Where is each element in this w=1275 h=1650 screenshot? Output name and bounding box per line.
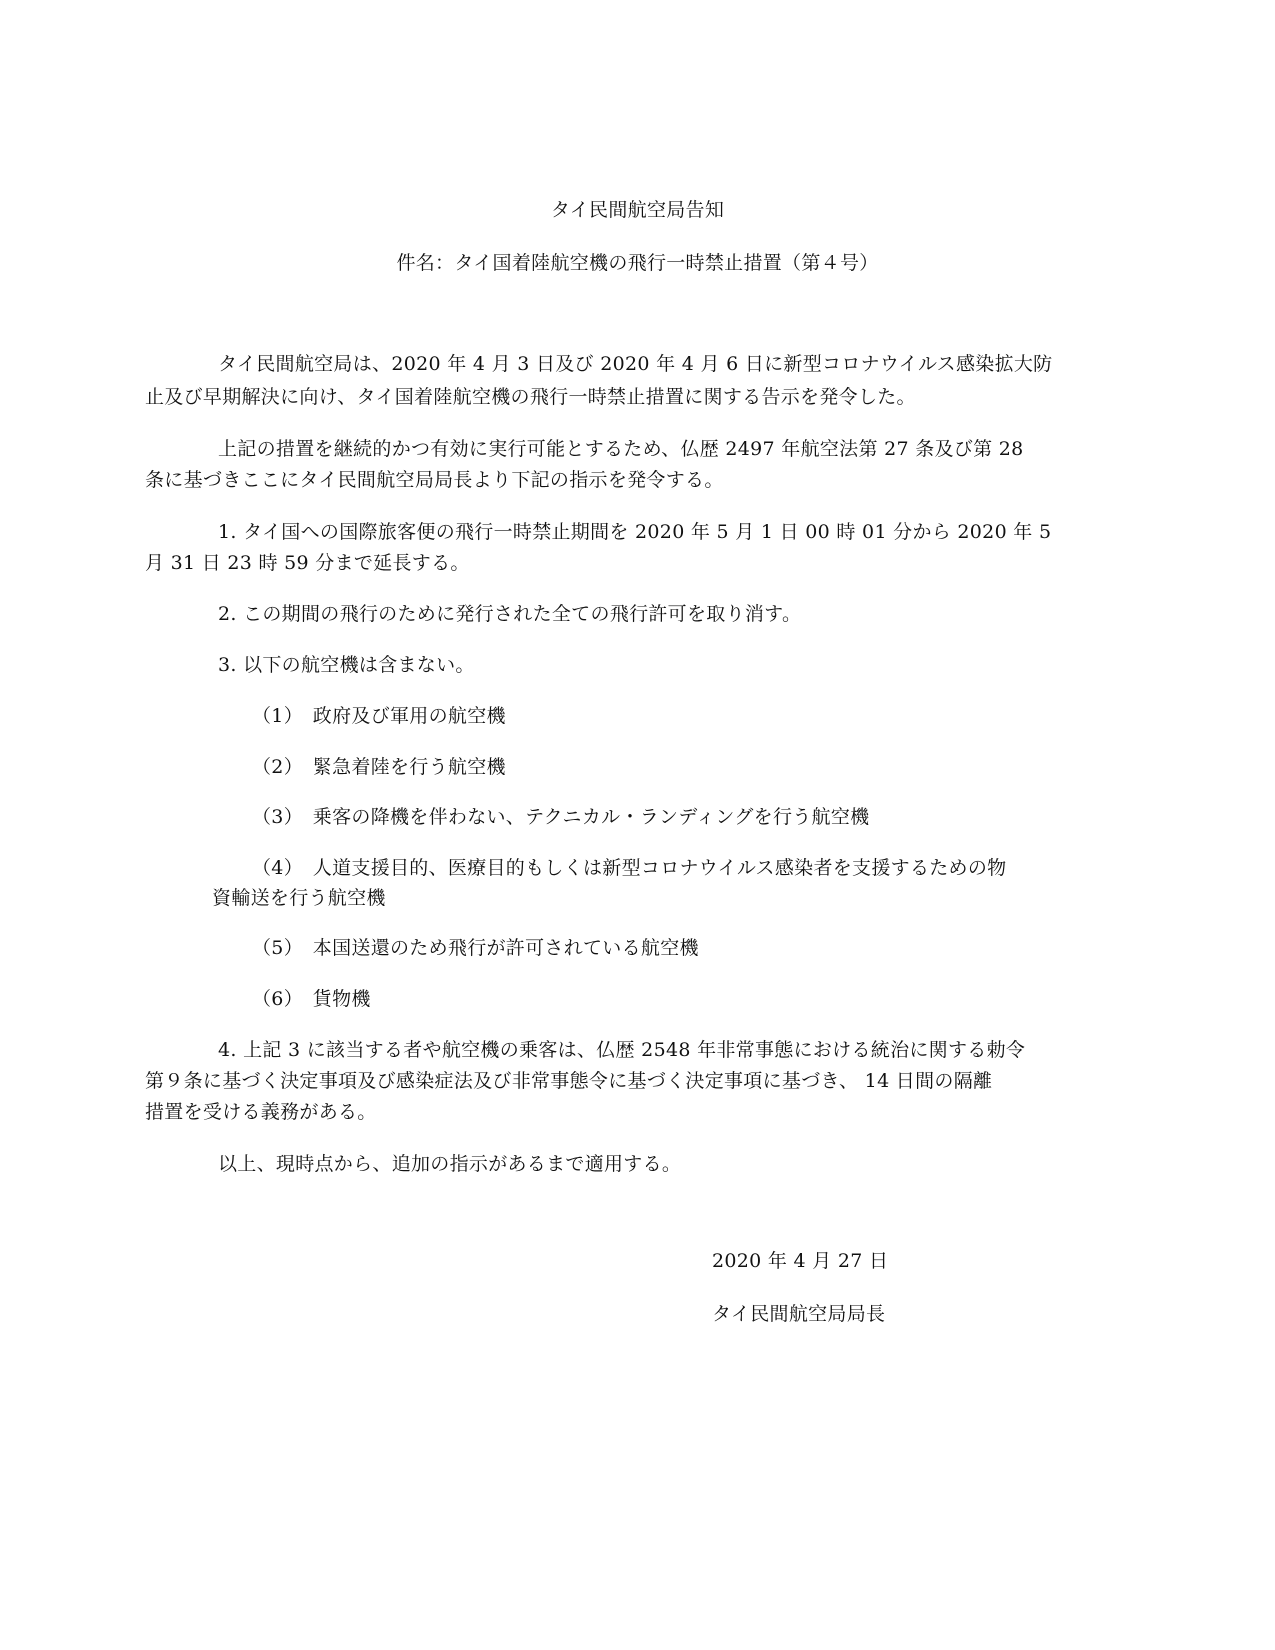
paragraph-2-line-1: 上記の措置を継続的かつ有効に実行可能とするため、仏歴 2497 年航空法第 27 条及び第 28 [218,438,1024,460]
item-4-line-1: 4. 上記 3 に該当する者や航空機の乗客は、仏歴 2548 年非常事態における統治に関する勅令 [218,1039,1026,1061]
document-header: タイ民間航空局告知 [550,199,725,221]
paragraph-1-line-2: 止及び早期解決に向け、タイ国着陸航空機の飛行一時禁止措置に関する告示を発令した。 [145,386,916,408]
paragraph-2-line-2: 条に基づきここにタイ民間航空局局長より下記の指示を発令する。 [145,469,724,491]
item-1-line-2: 月 31 日 23 時 59 分まで延長する。 [145,552,470,574]
document-date: 2020 年 4 月 27 日 [712,1250,889,1272]
paragraph-1-line-1: タイ民間航空局は、2020 年 4 月 3 日及び 2020 年 4 月 6 日に新型コロナウイルス感染拡大防 [218,353,1053,375]
item-3: 3. 以下の航空機は含まない。 [218,654,475,676]
item-4-line-3: 措置を受ける義務がある。 [145,1101,377,1123]
sub-item-4-line-2: 資輸送を行う航空機 [212,887,386,909]
sub-item-2: （2） 緊急着陸を行う航空機 [252,756,506,778]
item-2: 2. この期間の飛行のために発行された全ての飛行許可を取り消す。 [218,603,802,625]
item-4-line-2: 第９条に基づく決定事項及び感染症法及び非常事態令に基づく決定事項に基づき、 14 日間の隔離 [145,1070,993,1092]
item-1-line-1: 1. タイ国への国際旅客便の飛行一時禁止期間を 2020 年 5 月 1 日 00 時 01 分から 2020 年 5 [218,521,1052,543]
sub-item-3: （3） 乗客の降機を伴わない、テクニカル・ランディングを行う航空機 [252,806,870,828]
document-subject: 件名：タイ国着陸航空機の飛行一時禁止措置（第４号） [396,252,879,274]
signatory: タイ民間航空局局長 [712,1303,886,1325]
closing-statement: 以上、現時点から、追加の指示があるまで適用する。 [218,1153,682,1175]
sub-item-1: （1） 政府及び軍用の航空機 [252,705,506,727]
sub-item-6: （6） 貨物機 [252,988,371,1010]
sub-item-4-line-1: （4） 人道支援目的、医療目的もしくは新型コロナウイルス感染者を支援するための物 [252,857,1007,879]
sub-item-5: （5） 本国送還のため飛行が許可されている航空機 [252,937,699,959]
